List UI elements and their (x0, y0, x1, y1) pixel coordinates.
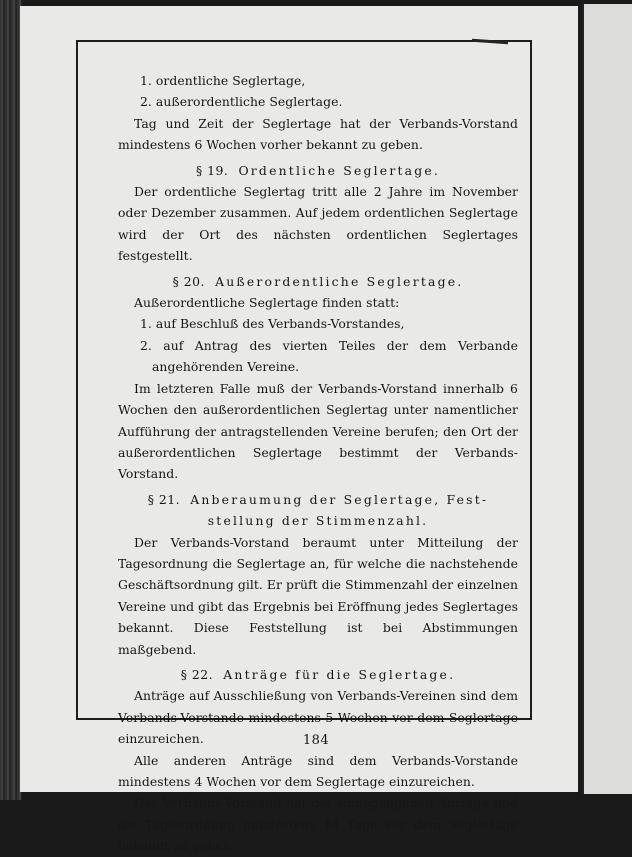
section-21-heading (118, 489, 518, 510)
section-title: Außerordentliche Seglertage. (215, 273, 464, 289)
section-21-text: Der Verbands-Vorstand beraumt unter Mitteilung der Tagesordnung die Seglertage an, für welche die nachstehende Geschäftsordnung gilt. Er prüft die Stimmenzahl der einzelnen Vereine und gibt das Ergebnis bei Eröffnung jedes Seglertages bekannt. Diese Feststellung ist bei Abstimmungen maßgebend. (118, 534, 518, 657)
section-number: § 20. (172, 273, 205, 289)
list-item: 2. auf Antrag des vierten Teiles der dem Verbande angehörenden Vereine. (140, 337, 518, 375)
section-number: § 21. (147, 491, 181, 507)
book-spine (0, 0, 22, 800)
section-20-lead: Außerordentliche Seglertage finden statt: (134, 295, 400, 311)
section-19-heading (118, 160, 518, 181)
section-21-heading-cont: stellung der Stimmenzahl. (207, 513, 429, 529)
section-19-text: Der ordentliche Seglertag tritt alle 2 Jahre im November oder Dezember zusammen. Auf jedem ordentlichen Seglertage wird der Ort des nächsten ordentlichen Seglertages festgestellt. (118, 184, 518, 264)
section-title: Anberaumung der Seglertage, Fest- (190, 491, 489, 507)
section-title: Ordentliche Seglertage. (238, 162, 441, 178)
list-item: 1. auf Beschluß des Verbands-Vorstandes, (140, 316, 405, 332)
next-page-edge (582, 4, 632, 794)
section-title: Anträge für die Seglertage. (223, 666, 456, 682)
section-22-paragraph: Der Verbands-Vorstand hat die eingegangenen Anträge und die Tagesordnung mindestens 14 Tage vor dem Seglertage bekannt zu geben. (118, 795, 518, 854)
section-22-paragraph: Alle anderen Anträge sind dem Verbands-Vorstande mindestens 4 Wochen vor dem Seglertage einzureichen. (118, 752, 518, 789)
section-22-heading (118, 664, 518, 685)
list-item: 2. außerordentliche Seglertage. (140, 94, 343, 110)
intro-paragraph: Tag und Zeit der Seglertage hat der Verbands-Vorstand mindestens 6 Wochen vorher bekannt zu geben. (118, 115, 518, 153)
section-22-paragraph: Anträge auf Ausschließung von Verbands-Vereinen sind dem Verbands-Vorstande mindestens 5 Wochen vor dem Seglertage einzureichen. (118, 688, 518, 747)
section-number: § 19. (195, 162, 229, 178)
section-number: § 22. (180, 666, 214, 682)
section-20-text: Im letzteren Falle muß der Verbands-Vorstand innerhalb 6 Wochen den außerordentlichen Seglertag unter namentlicher Aufführung der antragstellenden Vereine berufen; den Ort der außerordentlichen Seglertage bestimmt der Verbands-Vorstand. (118, 380, 518, 482)
section-20-heading (118, 271, 518, 292)
page-number: 184 (302, 733, 330, 748)
list-item: 1. ordentliche Seglertage, (140, 73, 306, 88)
